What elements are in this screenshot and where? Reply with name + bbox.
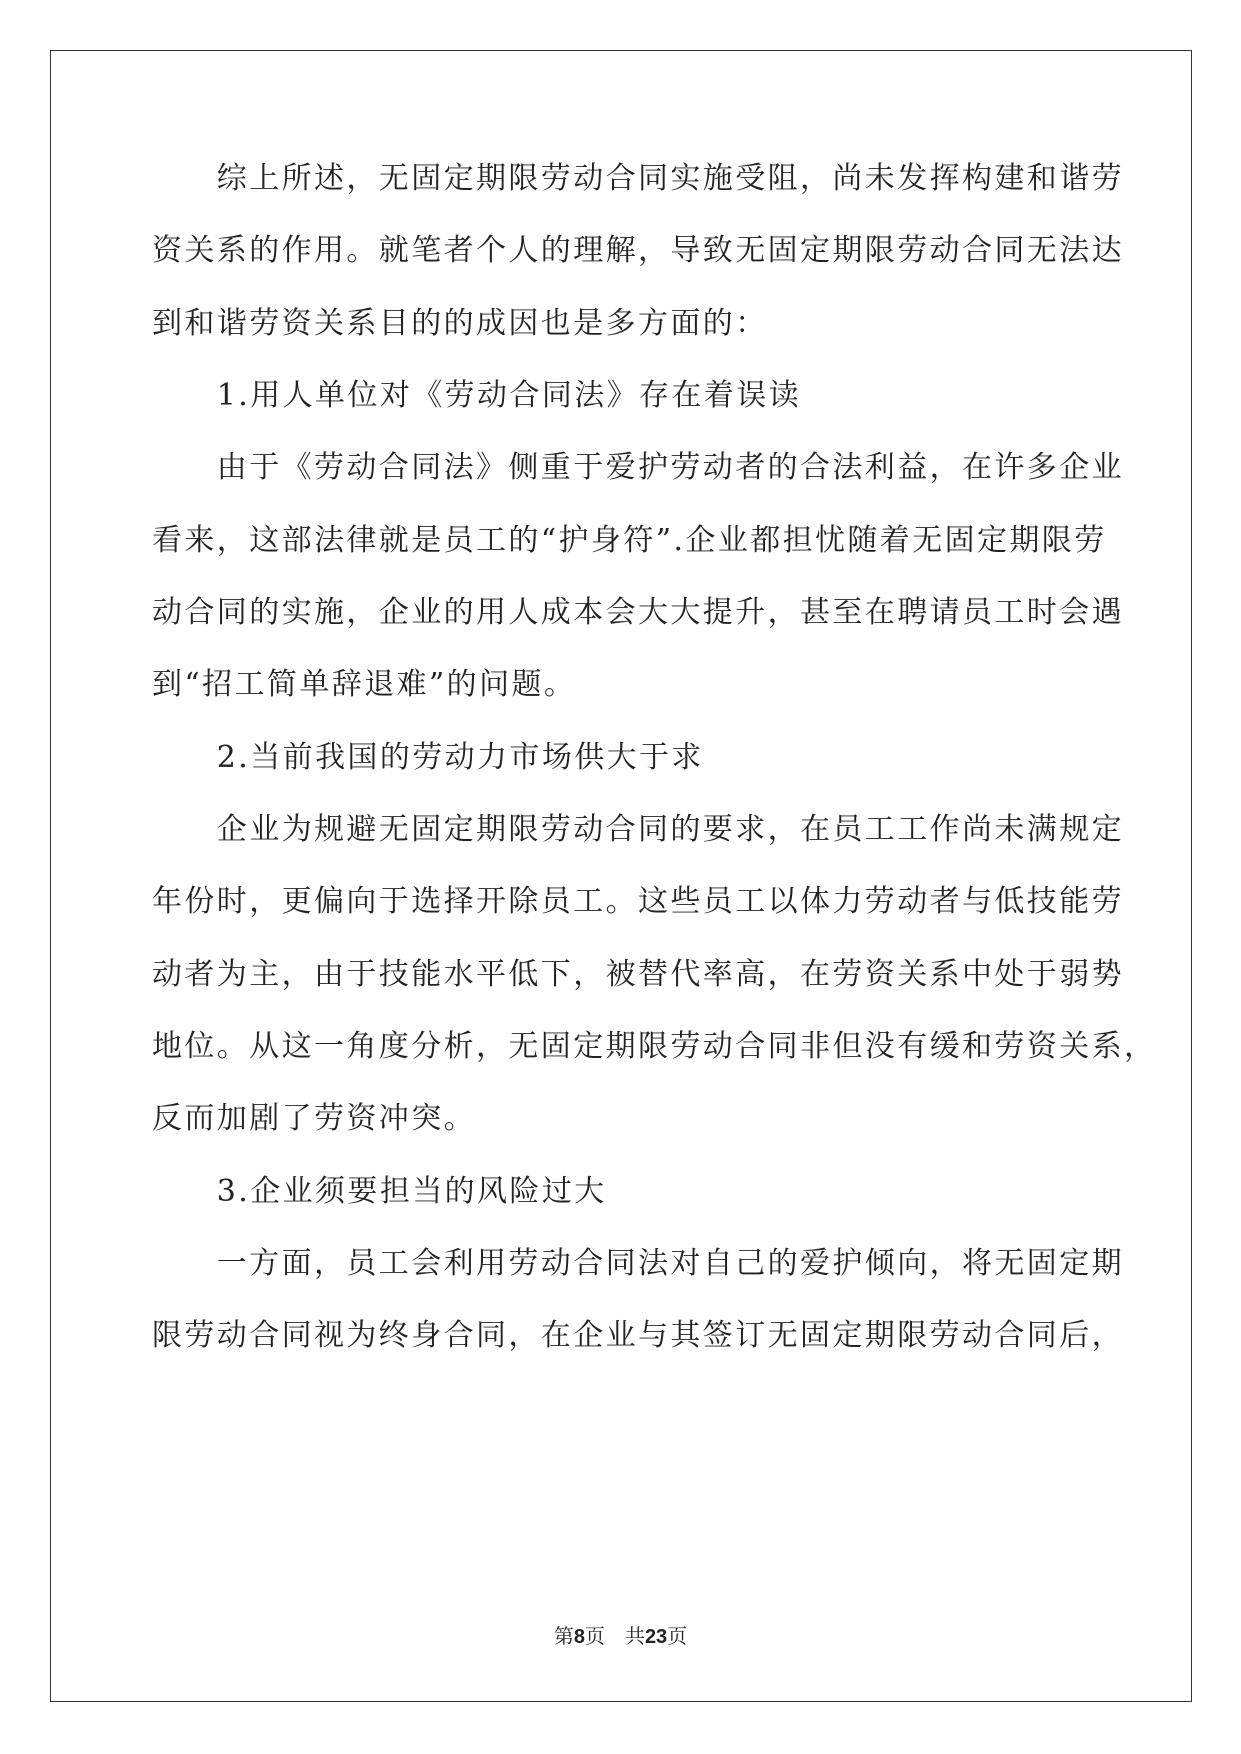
page-footer bbox=[0, 1624, 1241, 1649]
text-line: 资关系的作用。就笔者个人的理解，导致无固定期限劳动合同无法达 bbox=[152, 233, 1124, 268]
text-line: 看来，这部法律就是员工的“护身符”.企业都担忧随着无固定期限劳 bbox=[152, 523, 1107, 558]
text-line: 综上所述，无固定期限劳动合同实施受阻，尚未发挥构建和谐劳 bbox=[152, 161, 1124, 196]
page-prefix: 第 bbox=[553, 1624, 574, 1648]
text-line: 动者为主，由于技能水平低下，被替代率高，在劳资关系中处于弱势 bbox=[152, 957, 1124, 992]
section-heading: 2.当前我国的劳动力市场供大于求 bbox=[152, 740, 704, 775]
total-pages: 23 bbox=[644, 1626, 668, 1648]
text-line: 动合同的实施，企业的用人成本会大大提升，甚至在聘请员工时会遇 bbox=[152, 595, 1124, 630]
text-line: 一方面，员工会利用劳动合同法对自己的爱护倾向，将无固定期 bbox=[152, 1246, 1124, 1281]
text-line: 年份时，更偏向于选择开除员工。这些员工以体力劳动者与低技能劳 bbox=[152, 884, 1124, 919]
page-number: 8 bbox=[573, 1626, 585, 1648]
page-border bbox=[50, 50, 1192, 1702]
text-line: 地位。从这一角度分析，无固定期限劳动合同非但没有缓和劳资关系， bbox=[152, 1029, 1157, 1064]
text-line: 到和谐劳资关系目的的成因也是多方面的： bbox=[152, 306, 768, 341]
section-heading: 1.用人单位对《劳动合同法》存在着误读 bbox=[152, 378, 802, 413]
text-line: 反而加剧了劳资冲突。 bbox=[152, 1101, 476, 1136]
total-suffix: 页 bbox=[667, 1624, 688, 1648]
section-heading: 3.企业须要担当的风险过大 bbox=[152, 1174, 607, 1209]
text-line: 企业为规避无固定期限劳动合同的要求，在员工工作尚未满规定 bbox=[152, 812, 1124, 847]
page-suffix: 页 bbox=[584, 1624, 605, 1648]
text-line: 到“招工简单辞退难”的问题。 bbox=[152, 667, 577, 702]
text-line: 限劳动合同视为终身合同，在企业与其签订无固定期限劳动合同后， bbox=[152, 1318, 1124, 1353]
text-line: 由于《劳动合同法》侧重于爱护劳动者的合法利益，在许多企业 bbox=[152, 450, 1124, 485]
total-prefix: 共 bbox=[624, 1624, 645, 1648]
